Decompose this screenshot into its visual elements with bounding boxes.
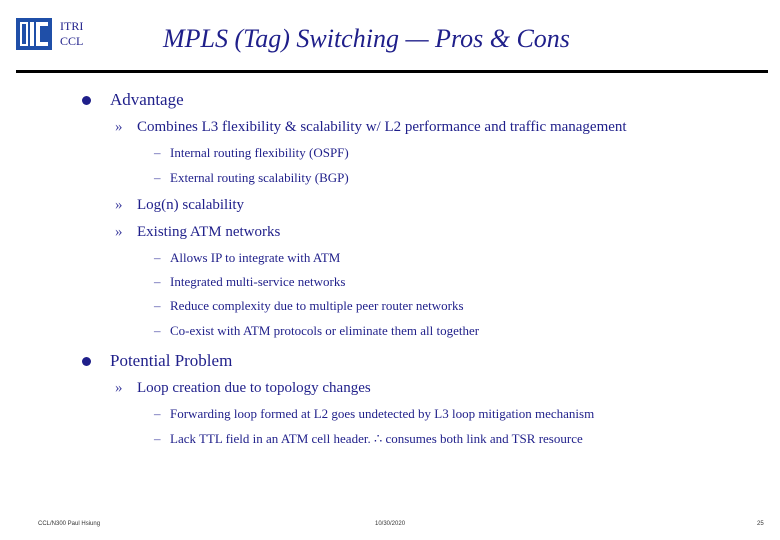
org-line-2: CCL — [60, 34, 84, 48]
bullet-text: Lack TTL field in an ATM cell header. ∴ consumes both link and TSR resource — [170, 431, 583, 446]
bullet-chevron-icon: » — [115, 380, 123, 396]
bullet-level-3 — [154, 298, 464, 314]
bullet-level-3 — [154, 170, 349, 186]
bullet-text: Internal routing flexibility (OSPF) — [170, 145, 349, 160]
bullet-level-2 — [115, 119, 627, 136]
bullet-text: Allows IP to integrate with ATM — [170, 250, 341, 265]
bullet-text: Existing ATM networks — [137, 224, 281, 240]
bullet-dash-icon: – — [154, 274, 161, 289]
bullet-dot-icon — [82, 357, 91, 366]
bullet-text: External routing scalability (BGP) — [170, 170, 349, 185]
bullet-chevron-icon: » — [115, 224, 123, 240]
bullet-text: Advantage — [110, 90, 184, 109]
bullet-dot-icon — [82, 96, 91, 105]
bullet-level-2 — [115, 197, 244, 214]
org-line-1: ITRI — [60, 19, 84, 33]
bullet-level-3 — [154, 406, 594, 422]
bullet-level-3 — [154, 274, 345, 290]
bullet-text: Reduce complexity due to multiple peer router networks — [170, 298, 464, 313]
slide-title: MPLS (Tag) Switching — Pros & Cons — [163, 24, 570, 53]
bullet-level-3 — [154, 431, 583, 447]
bullet-dash-icon: – — [154, 250, 161, 265]
bullet-level-3 — [154, 145, 349, 161]
bullet-dash-icon: – — [154, 406, 161, 421]
bullet-level-3 — [154, 250, 340, 266]
bullet-dash-icon: – — [154, 170, 161, 185]
bullet-level-1 — [82, 351, 232, 371]
bullet-text: Forwarding loop formed at L2 goes undetected by L3 loop mitigation mechanism — [170, 406, 595, 421]
bullet-text: Co-exist with ATM protocols or eliminate them all together — [170, 323, 480, 338]
bullet-level-3 — [154, 323, 479, 339]
bullet-text: Integrated multi-service networks — [170, 274, 346, 289]
bullet-level-2 — [115, 380, 371, 397]
bullet-text: Log(n) scalability — [137, 197, 245, 213]
bullet-text: Potential Problem — [110, 351, 233, 370]
bullet-dash-icon: – — [154, 145, 161, 160]
bullet-level-2 — [115, 224, 280, 241]
footer-date: 10/30/2020 — [375, 521, 406, 527]
bullet-text: Loop creation due to topology changes — [137, 380, 371, 396]
footer-page-number: 25 — [757, 521, 764, 527]
bullet-dash-icon: – — [154, 298, 161, 313]
bullet-chevron-icon: » — [115, 197, 123, 213]
bullet-chevron-icon: » — [115, 119, 123, 135]
bullet-level-1 — [82, 90, 184, 110]
bullet-dash-icon: – — [154, 431, 161, 446]
footer-left: CCL/N300 Paul Hsiung — [38, 521, 101, 527]
bullet-text: Combines L3 flexibility & scalability w/ L2 performance and traffic management — [137, 119, 627, 135]
bullet-dash-icon: – — [154, 323, 161, 338]
